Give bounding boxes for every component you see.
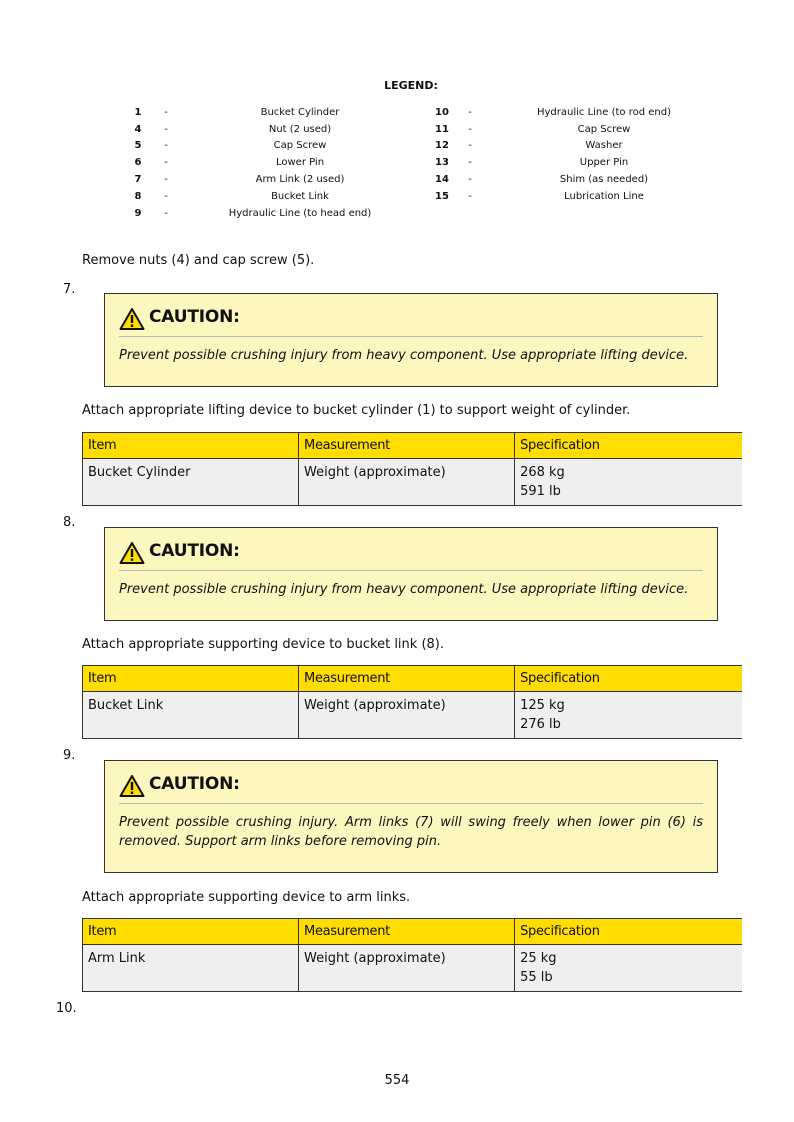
legend-dash: - xyxy=(468,157,472,169)
legend-dash: - xyxy=(468,140,472,152)
step-number: 7. xyxy=(63,282,76,297)
legend-title: LEGEND: xyxy=(384,79,438,92)
cell-measurement: Weight (approximate) xyxy=(299,459,515,506)
spec-header-row xyxy=(83,919,743,945)
legend-row xyxy=(120,205,728,222)
caution-title: CAUTION: xyxy=(149,541,240,561)
legend-number: 8 xyxy=(134,190,142,202)
cell-item: Arm Link xyxy=(83,945,299,992)
intro-instruction: Remove nuts (4) and cap screw (5). xyxy=(82,253,315,268)
step-instruction: Attach appropriate supporting device to bucket link (8). xyxy=(82,637,444,652)
legend-number: 1 xyxy=(134,106,142,118)
spec-header-row xyxy=(83,433,743,459)
legend-number: 7 xyxy=(134,174,142,186)
table-row xyxy=(83,459,743,506)
warning-triangle-icon xyxy=(119,774,145,798)
legend-number: 6 xyxy=(134,157,142,169)
legend-row xyxy=(120,138,728,155)
legend-dash xyxy=(460,205,480,222)
legend-description: Hydraulic Line (to head end) xyxy=(228,207,372,219)
legend-row xyxy=(120,154,728,171)
step-instruction: Attach appropriate supporting device to arm links. xyxy=(82,890,411,905)
spec-imperial: 591 lb xyxy=(520,484,561,499)
legend-dash: - xyxy=(164,190,168,202)
caution-text: Prevent possible crushing injury. Arm links (7) will swing freely when lower pin (6) is removed. Support arm links before removing pin. xyxy=(119,815,703,849)
cell-measurement: Weight (approximate) xyxy=(299,692,515,739)
spec-header-row xyxy=(83,666,743,692)
legend-table xyxy=(120,104,728,222)
table-row xyxy=(83,945,743,992)
warning-triangle-icon xyxy=(119,307,145,331)
legend-number: 11 xyxy=(435,123,449,135)
legend-description: Bucket Link xyxy=(271,190,329,202)
legend-dash: - xyxy=(164,157,168,169)
step-number: 8. xyxy=(63,515,76,530)
cell-specification xyxy=(515,459,742,506)
legend-number: 10 xyxy=(435,106,449,118)
header-specification: Specification xyxy=(515,919,742,945)
cell-specification xyxy=(515,945,742,992)
legend-number: 9 xyxy=(134,207,142,219)
caution-text: Prevent possible crushing injury from heavy component. Use appropriate lifting device. xyxy=(119,348,689,363)
legend-description: Cap Screw xyxy=(577,123,631,135)
legend-description: Lubrication Line xyxy=(564,190,644,202)
caution-box xyxy=(104,527,718,621)
cell-item: Bucket Cylinder xyxy=(83,459,299,506)
legend-row xyxy=(120,171,728,188)
legend-description xyxy=(480,205,728,222)
spec-imperial: 276 lb xyxy=(520,717,561,732)
legend-description: Upper Pin xyxy=(579,157,629,169)
header-measurement: Measurement xyxy=(299,919,515,945)
legend-number: 4 xyxy=(134,123,142,135)
legend-dash: - xyxy=(164,123,168,135)
legend-dash: - xyxy=(164,140,168,152)
legend-description: Nut (2 used) xyxy=(268,123,332,135)
legend-description: Hydraulic Line (to rod end) xyxy=(536,106,671,118)
caution-title: CAUTION: xyxy=(149,307,240,327)
caution-box xyxy=(104,293,718,387)
legend-description: Cap Screw xyxy=(273,140,327,152)
cell-measurement: Weight (approximate) xyxy=(299,945,515,992)
legend-dash: - xyxy=(468,123,472,135)
table-row xyxy=(83,692,743,739)
step-number: 9. xyxy=(63,748,76,763)
caution-text: Prevent possible crushing injury from heavy component. Use appropriate lifting device. xyxy=(119,582,689,597)
caution-title: CAUTION: xyxy=(149,774,240,794)
spec-imperial: 55 lb xyxy=(520,970,553,985)
caution-header xyxy=(119,304,703,337)
spec-table xyxy=(82,432,742,506)
spec-metric: 268 kg xyxy=(520,465,565,480)
spec-metric: 125 kg xyxy=(520,698,565,713)
legend-row xyxy=(120,121,728,138)
legend-row xyxy=(120,188,728,205)
page-number: 554 xyxy=(384,1073,410,1088)
caution-header xyxy=(119,771,703,804)
legend-description: Washer xyxy=(585,140,623,152)
header-specification: Specification xyxy=(515,666,742,692)
header-measurement: Measurement xyxy=(299,433,515,459)
step-number: 10. xyxy=(56,1001,77,1016)
legend-dash: - xyxy=(468,106,472,118)
legend-number: 12 xyxy=(435,140,449,152)
legend-number: 5 xyxy=(134,140,142,152)
legend-description: Shim (as needed) xyxy=(559,174,649,186)
cell-item: Bucket Link xyxy=(83,692,299,739)
legend-row xyxy=(120,104,728,121)
warning-triangle-icon xyxy=(119,541,145,565)
legend-description: Lower Pin xyxy=(275,157,325,169)
legend-dash: - xyxy=(468,190,472,202)
legend-number xyxy=(424,205,460,222)
step-instruction: Attach appropriate lifting device to bucket cylinder (1) to support weight of cylinder. xyxy=(82,403,631,418)
header-item: Item xyxy=(83,666,299,692)
legend-number: 13 xyxy=(435,157,449,169)
legend-dash: - xyxy=(468,174,472,186)
legend-dash: - xyxy=(164,174,168,186)
cell-specification xyxy=(515,692,742,739)
spec-table xyxy=(82,918,742,992)
legend-description: Arm Link (2 used) xyxy=(255,174,345,186)
spec-table xyxy=(82,665,742,739)
caution-header xyxy=(119,538,703,571)
header-specification: Specification xyxy=(515,433,742,459)
caution-box xyxy=(104,760,718,873)
header-measurement: Measurement xyxy=(299,666,515,692)
legend-dash: - xyxy=(164,207,168,219)
spec-metric: 25 kg xyxy=(520,951,557,966)
legend-number: 15 xyxy=(435,190,449,202)
header-item: Item xyxy=(83,919,299,945)
header-item: Item xyxy=(83,433,299,459)
legend-dash: - xyxy=(164,106,168,118)
legend-number: 14 xyxy=(435,174,449,186)
legend-description: Bucket Cylinder xyxy=(260,106,340,118)
